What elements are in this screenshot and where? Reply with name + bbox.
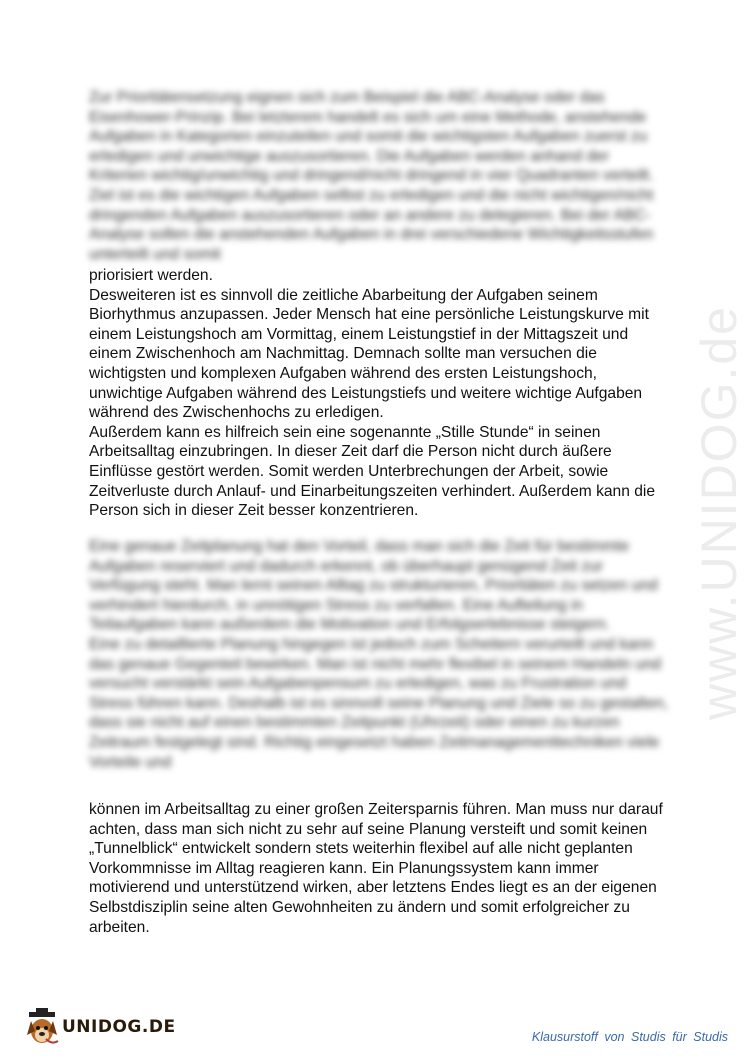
logo-text: UNIDOG.DE xyxy=(62,1016,176,1037)
visible-text-block-1 xyxy=(89,266,669,521)
dog-mascot-icon xyxy=(24,1007,60,1047)
blurred-paragraph-middle xyxy=(89,537,669,772)
paragraph-biorhythmus: Desweiteren ist es sinnvoll die zeitliche Abarbeitung der Aufgaben seinem Biorhythmus anzupassen. Jeder Mensch hat eine persönliche Leistungskurve mit einem Leistungshoch am Vormittag, einem Leistungstief in der Mittagszeit und einem Zwischenhoch am Nachmittag. Demnach sollte man versuchen die wichtigsten und komplexen Aufgaben während des ersten Leistungshoch, unwichtige Aufgaben während des Leistungstiefs und weitere wichtige Aufgaben während des Zwischenhochs zu erledigen. xyxy=(89,286,649,422)
paragraph-conclusion: können im Arbeitsalltag zu einer großen Zeitersparnis führen. Man muss nur darauf achten, dass man sich nicht zu sehr auf seine Planung versteift und somit keinen „Tunnelblick“ entwickelt sondern stets weiterhin flexibel auf alle nicht geplanten Vorkommnisse im Alltag reagieren kann. Ein Planungssystem kann immer motivierend und unterstützend wirken, aber letztens Endes liegt es an der eigenen Selbstdisziplin seine alten Gewohnheiten zu ändern und somit erfolgreicher zu arbeiten. xyxy=(89,801,663,936)
paragraph-blurred-planung: Eine zu detaillierte Planung hingegen ist jedoch zum Scheitern verurteilt und kann das genaue Gegenteil bewirken. Man ist nicht mehr flexibel in seinem Handeln und versucht verstärkt sein Aufgabenpensum zu erledigen, was zu Frustration und Stress führen kann. Deshalb ist es sinnvoll seine Planung und Ziele so zu gestalten, dass sie nicht auf einen bestimmten Zeitpunkt (Uhrzeit) oder einen zu kurzen Zeitraum festgelegt sind. Richtig eingesetzt haben Zeitmanagementtechniken viele Vorteile und xyxy=(89,635,669,771)
paragraph-blurred-zeitplanung: Eine genaue Zeitplanung hat den Vorteil, dass man sich die Zeit für bestimmte Aufgaben reserviert und dadurch erkennt, ob überhaupt genügend Zeit zur Verfügung steht. Man lernt seinen Alltag zu strukturieren, Prioritäten zu setzen und verhindert hierdurch, in unnötigen Stress zu verfallen. Eine Aufteilung in Teilaufgaben kann außerdem die Motivation und Erfolgserlebnisse steigern. xyxy=(89,538,658,634)
blurred-paragraph-top xyxy=(89,88,669,264)
paragraph-tail: priorisiert werden. xyxy=(89,267,213,284)
paragraph-stille-stunde: Außerdem kann es hilfreich sein eine sogenannte „Stille Stunde“ in seinen Arbeitsalltag einzubringen. In dieser Zeit darf die Person nicht durch äußere Einflüsse gestört werden. Somit werden Unterbrechungen der Arbeit, sowie Zeitverluste durch Anlauf- und Einarbeitungszeiten verhindert. Außerdem kann die Person sich in dieser Zeit besser konzentrieren. xyxy=(89,423,656,520)
visible-text-block-2 xyxy=(89,800,669,937)
watermark: www.UNIDOG.de xyxy=(691,305,747,720)
paragraph-blurred-priorities: Zur Prioritätensetzung eignen sich zum Beispiel die ABC-Analyse oder das Eisenhower-Prinzip. Bei letzterem handelt es sich um eine Methode, anstehende Aufgaben in Kategorien einzuteilen und somit die wichtigsten Aufgaben zuerst zu erledigen und unwichtige auszusortieren. Die Aufgaben werden anhand der Kriterien wichtig/unwichtig und dringend/nicht dringend in vier Quadranten verteilt. Ziel ist es die wichtigen Aufgaben selbst zu erledigen und die nicht wichtigen/nicht dringenden Aufgaben auszusortieren oder an andere zu delegieren. Bei der ABC-Analyse sollen die anstehenden Aufgaben in drei verschiedene Wichtigkeitsstufen unterteilt und somit xyxy=(89,89,654,263)
footer-tagline: Klausurstoff von Studis für Studis xyxy=(531,1030,728,1044)
unidog-logo[interactable] xyxy=(24,1005,176,1049)
